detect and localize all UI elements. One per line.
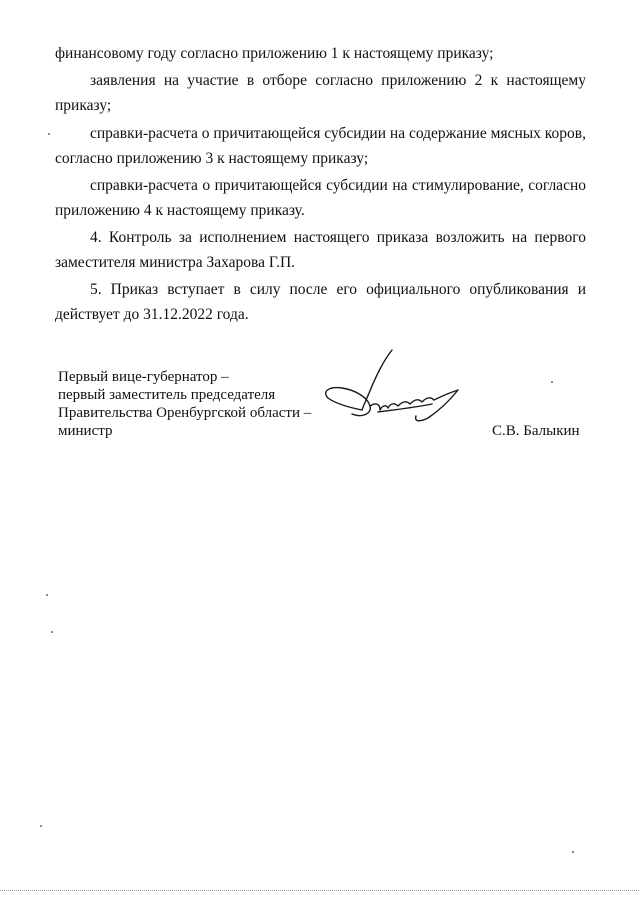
- handwritten-signature: [322, 346, 472, 446]
- scan-speck: [572, 851, 574, 853]
- body-line-3: приказу;: [55, 97, 112, 114]
- body-line-10: 5. Приказ вступает в силу после его официального опубликования и: [90, 281, 586, 298]
- scan-speck: [551, 381, 553, 383]
- body-line-2: заявления на участие в отборе согласно приложению 2 к настоящему: [90, 72, 586, 89]
- scan-speck: [51, 631, 53, 633]
- body-line-1: финансовому году согласно приложению 1 к настоящему приказу;: [55, 45, 494, 62]
- scan-speck: [46, 594, 48, 596]
- scan-speck: [48, 133, 50, 135]
- body-line-11: действует до 31.12.2022 года.: [55, 306, 249, 323]
- signatory-title-line: министр: [58, 423, 113, 439]
- body-line-8: 4. Контроль за исполнением настоящего приказа возложить на первого: [90, 229, 586, 246]
- body-line-4: справки-расчета о причитающейся субсидии на содержание мясных коров,: [90, 125, 586, 142]
- body-line-5: согласно приложению 3 к настоящему приказу;: [55, 150, 369, 167]
- body-line-7: приложению 4 к настоящему приказу.: [55, 202, 305, 219]
- signatory-title: [58, 368, 311, 440]
- body-line-9: заместителя министра Захарова Г.П.: [55, 254, 296, 271]
- signatory-name: С.В. Балыкин: [492, 423, 580, 439]
- body-line-6: справки-расчета о причитающейся субсидии на стимулирование, согласно: [90, 177, 586, 194]
- scan-speck: [40, 825, 42, 827]
- signatory-title-line: Первый вице-губернатор –: [58, 369, 229, 385]
- signatory-title-line: первый заместитель председателя: [58, 387, 276, 403]
- signatory-title-line: Правительства Оренбургской области –: [58, 405, 312, 421]
- page-bottom-edge: [0, 890, 639, 891]
